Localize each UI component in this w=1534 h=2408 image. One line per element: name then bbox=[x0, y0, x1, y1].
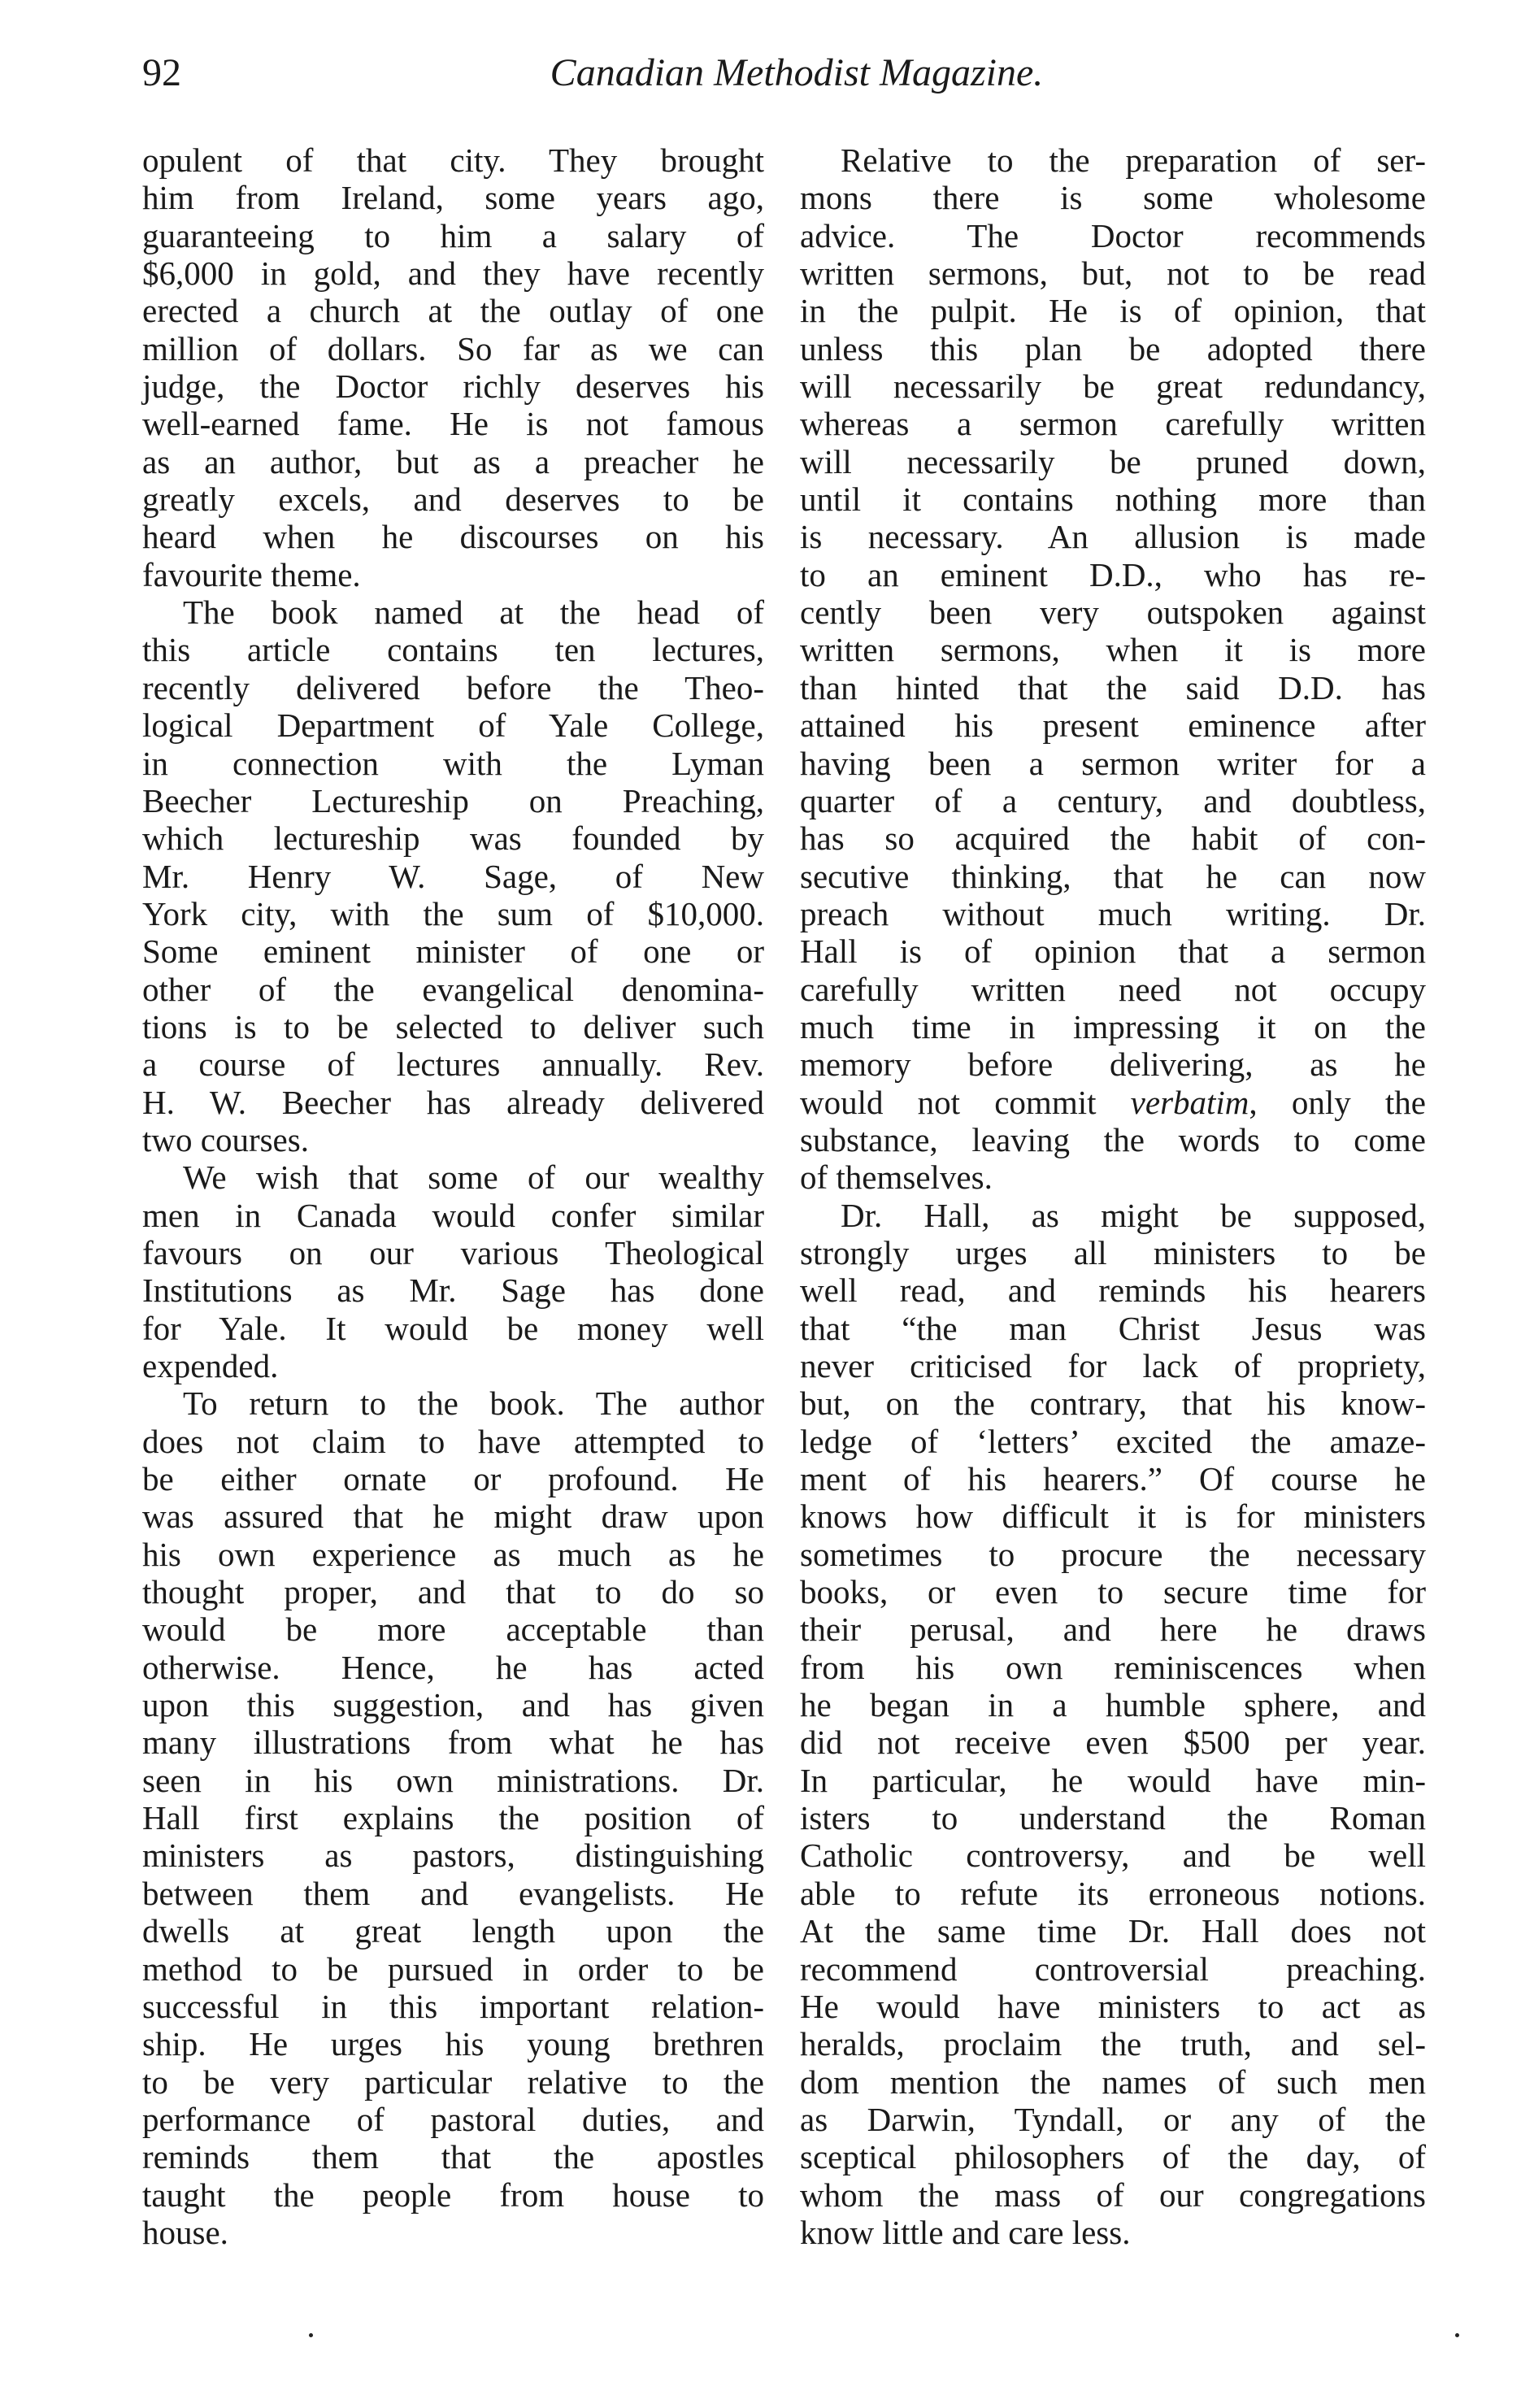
text-line: Mr. Henry W. Sage, of New bbox=[142, 857, 764, 895]
text-line: dwells at great length upon the bbox=[142, 1912, 764, 1950]
text-line: until it contains nothing more than bbox=[800, 480, 1426, 519]
print-speck bbox=[1455, 2333, 1459, 2337]
text-line: expended. bbox=[142, 1347, 279, 1384]
text-line: greatly excels, and deserves to be bbox=[142, 480, 764, 519]
page-number: 92 bbox=[142, 51, 181, 94]
text-line: be either ornate or profound. He bbox=[142, 1460, 764, 1498]
text-line: of themselves. bbox=[800, 1158, 993, 1197]
text-line: well read, and reminds his hearers bbox=[800, 1271, 1426, 1310]
text-line: York city, with the sum of $10,000. bbox=[142, 894, 764, 932]
text-line: taught the people from house to bbox=[142, 2175, 764, 2214]
text-line: for Yale. It would be money well bbox=[142, 1309, 764, 1347]
text-line: otherwise. Hence, he has acted bbox=[142, 1648, 764, 1686]
text-line: written sermons, when it is more bbox=[800, 631, 1426, 669]
text-line: which lectureship was founded by bbox=[142, 819, 764, 858]
text-line: dom mention the names of such men bbox=[800, 2062, 1426, 2101]
text-line: substance, leaving the words to come bbox=[800, 1120, 1426, 1158]
text-line: that “the man Christ Jesus was bbox=[800, 1309, 1426, 1347]
text-line: ment of his hearers.” Of course he bbox=[800, 1460, 1426, 1498]
text-line: many illustrations from what he has bbox=[142, 1723, 764, 1762]
text-line: ministers as pastors, distinguishing bbox=[142, 1836, 764, 1875]
text-line: in the pulpit. He is of opinion, that bbox=[800, 292, 1426, 330]
running-title: Canadian Methodist Magazine. bbox=[550, 51, 1044, 94]
text-line: heard when he discourses on his bbox=[142, 518, 764, 556]
text-line: written sermons, but, not to be read bbox=[800, 254, 1426, 293]
text-line: We wish that some of our wealthy bbox=[183, 1158, 764, 1197]
text-line: unless this plan be adopted there bbox=[800, 329, 1426, 367]
text-line: mons there is some wholesome bbox=[800, 179, 1426, 217]
text-line: attained his present eminence after bbox=[800, 706, 1426, 745]
text-line: The book named at the head of bbox=[183, 593, 764, 632]
text-line: has so acquired the habit of con- bbox=[800, 819, 1426, 858]
text-line: able to refute its erroneous notions. bbox=[800, 1874, 1426, 1912]
text-line: erected a church at the outlay of one bbox=[142, 292, 764, 330]
text-line: to be very particular relative to the bbox=[142, 2062, 764, 2101]
text-line: house. bbox=[142, 2213, 228, 2251]
text-line: logical Department of Yale College, bbox=[142, 706, 764, 745]
text-line: secutive thinking, that he can now bbox=[800, 857, 1426, 895]
text-line: as an author, but as a preacher he bbox=[142, 442, 764, 480]
text-line: At the same time Dr. Hall does not bbox=[800, 1912, 1426, 1950]
text-line: favours on our various Theological bbox=[142, 1233, 764, 1271]
text-line: from his own reminiscences when bbox=[800, 1648, 1426, 1686]
text-line: know little and care less. bbox=[800, 2213, 1131, 2251]
text-line: judge, the Doctor richly deserves his bbox=[142, 367, 764, 406]
text-line: $6,000 in gold, and they have recently bbox=[142, 254, 764, 293]
text-line: recommend controversial preaching. bbox=[800, 1949, 1426, 1988]
text-line: he began in a humble sphere, and bbox=[800, 1686, 1426, 1724]
text-line: advice. The Doctor recommends bbox=[800, 216, 1426, 254]
text-line: Dr. Hall, as might be supposed, bbox=[841, 1196, 1426, 1234]
text-line: would not commit verbatim, only the bbox=[800, 1083, 1426, 1121]
text-line: but, on the contrary, that his know- bbox=[800, 1384, 1426, 1423]
text-line: He would have ministers to act as bbox=[800, 1987, 1426, 2025]
text-line: two courses. bbox=[142, 1120, 309, 1158]
text-line: than hinted that the said D.D. has bbox=[800, 668, 1426, 706]
text-line: whom the mass of our congregations bbox=[800, 2175, 1426, 2214]
text-line: upon this suggestion, and has given bbox=[142, 1686, 764, 1724]
text-line: H. W. Beecher has already delivered bbox=[142, 1083, 764, 1121]
text-line: would be more acceptable than bbox=[142, 1610, 764, 1649]
text-line: him from Ireland, some years ago, bbox=[142, 179, 764, 217]
text-line: other of the evangelical denomina- bbox=[142, 970, 764, 1008]
text-line: will necessarily be great redundancy, bbox=[800, 367, 1426, 406]
print-speck bbox=[309, 2333, 313, 2337]
text-line: their perusal, and here he draws bbox=[800, 1610, 1426, 1649]
text-line: quarter of a century, and doubtless, bbox=[800, 781, 1426, 819]
text-line: Hall first explains the position of bbox=[142, 1799, 764, 1837]
text-line: Relative to the preparation of ser- bbox=[841, 141, 1426, 179]
text-line: recently delivered before the Theo- bbox=[142, 668, 764, 706]
text-line: seen in his own ministrations. Dr. bbox=[142, 1761, 764, 1799]
text-line: well-earned fame. He is not famous bbox=[142, 405, 764, 443]
text-line: sceptical philosophers of the day, of bbox=[800, 2138, 1426, 2176]
text-line: carefully written need not occupy bbox=[800, 970, 1426, 1008]
text-line: between them and evangelists. He bbox=[142, 1874, 764, 1912]
text-line: Institutions as Mr. Sage has done bbox=[142, 1271, 764, 1310]
text-line: reminds them that the apostles bbox=[142, 2138, 764, 2176]
text-line: Beecher Lectureship on Preaching, bbox=[142, 781, 764, 819]
text-line: to an eminent D.D., who has re- bbox=[800, 555, 1426, 593]
text-line: books, or even to secure time for bbox=[800, 1573, 1426, 1611]
text-line: method to be pursued in order to be bbox=[142, 1949, 764, 1988]
text-line: ship. He urges his young brethren bbox=[142, 2025, 764, 2063]
text-line: in connection with the Lyman bbox=[142, 744, 764, 782]
left-text-column bbox=[142, 141, 764, 2251]
text-line: is necessary. An allusion is made bbox=[800, 518, 1426, 556]
text-line: this article contains ten lectures, bbox=[142, 631, 764, 669]
text-line: Hall is of opinion that a sermon bbox=[800, 932, 1426, 971]
text-line: his own experience as much as he bbox=[142, 1535, 764, 1573]
text-line: strongly urges all ministers to be bbox=[800, 1233, 1426, 1271]
text-line: did not receive even $500 per year. bbox=[800, 1723, 1426, 1762]
text-line: In particular, he would have min- bbox=[800, 1761, 1426, 1799]
text-line: opulent of that city. They brought bbox=[142, 141, 764, 179]
text-line: cently been very outspoken against bbox=[800, 593, 1426, 632]
text-line: does not claim to have attempted to bbox=[142, 1422, 764, 1460]
text-line: heralds, proclaim the truth, and sel- bbox=[800, 2025, 1426, 2063]
text-line: preach without much writing. Dr. bbox=[800, 894, 1426, 932]
text-line: favourite theme. bbox=[142, 555, 361, 593]
text-line: successful in this important relation- bbox=[142, 1987, 764, 2025]
text-line: thought proper, and that to do so bbox=[142, 1573, 764, 1611]
text-line: performance of pastoral duties, and bbox=[142, 2100, 764, 2138]
text-line: tions is to be selected to deliver such bbox=[142, 1007, 764, 1045]
text-line: isters to understand the Roman bbox=[800, 1799, 1426, 1837]
text-line: sometimes to procure the necessary bbox=[800, 1535, 1426, 1573]
right-text-column bbox=[800, 141, 1426, 2251]
text-line: never criticised for lack of propriety, bbox=[800, 1347, 1426, 1384]
text-line: ledge of ‘letters’ excited the amaze- bbox=[800, 1422, 1426, 1460]
text-line: having been a sermon writer for a bbox=[800, 744, 1426, 782]
text-line: much time in impressing it on the bbox=[800, 1007, 1426, 1045]
text-line: a course of lectures annually. Rev. bbox=[142, 1045, 764, 1084]
text-line: guaranteeing to him a salary of bbox=[142, 216, 764, 254]
text-line: memory before delivering, as he bbox=[800, 1045, 1426, 1084]
text-line: knows how difficult it is for ministers bbox=[800, 1497, 1426, 1536]
text-line: million of dollars. So far as we can bbox=[142, 329, 764, 367]
text-line: To return to the book. The author bbox=[183, 1384, 764, 1423]
text-line: Catholic controversy, and be well bbox=[800, 1836, 1426, 1875]
text-line: as Darwin, Tyndall, or any of the bbox=[800, 2100, 1426, 2138]
text-line: Some eminent minister of one or bbox=[142, 932, 764, 971]
text-line: was assured that he might draw upon bbox=[142, 1497, 764, 1536]
text-line: will necessarily be pruned down, bbox=[800, 442, 1426, 480]
text-line: men in Canada would confer similar bbox=[142, 1196, 764, 1234]
text-line: whereas a sermon carefully written bbox=[800, 405, 1426, 443]
